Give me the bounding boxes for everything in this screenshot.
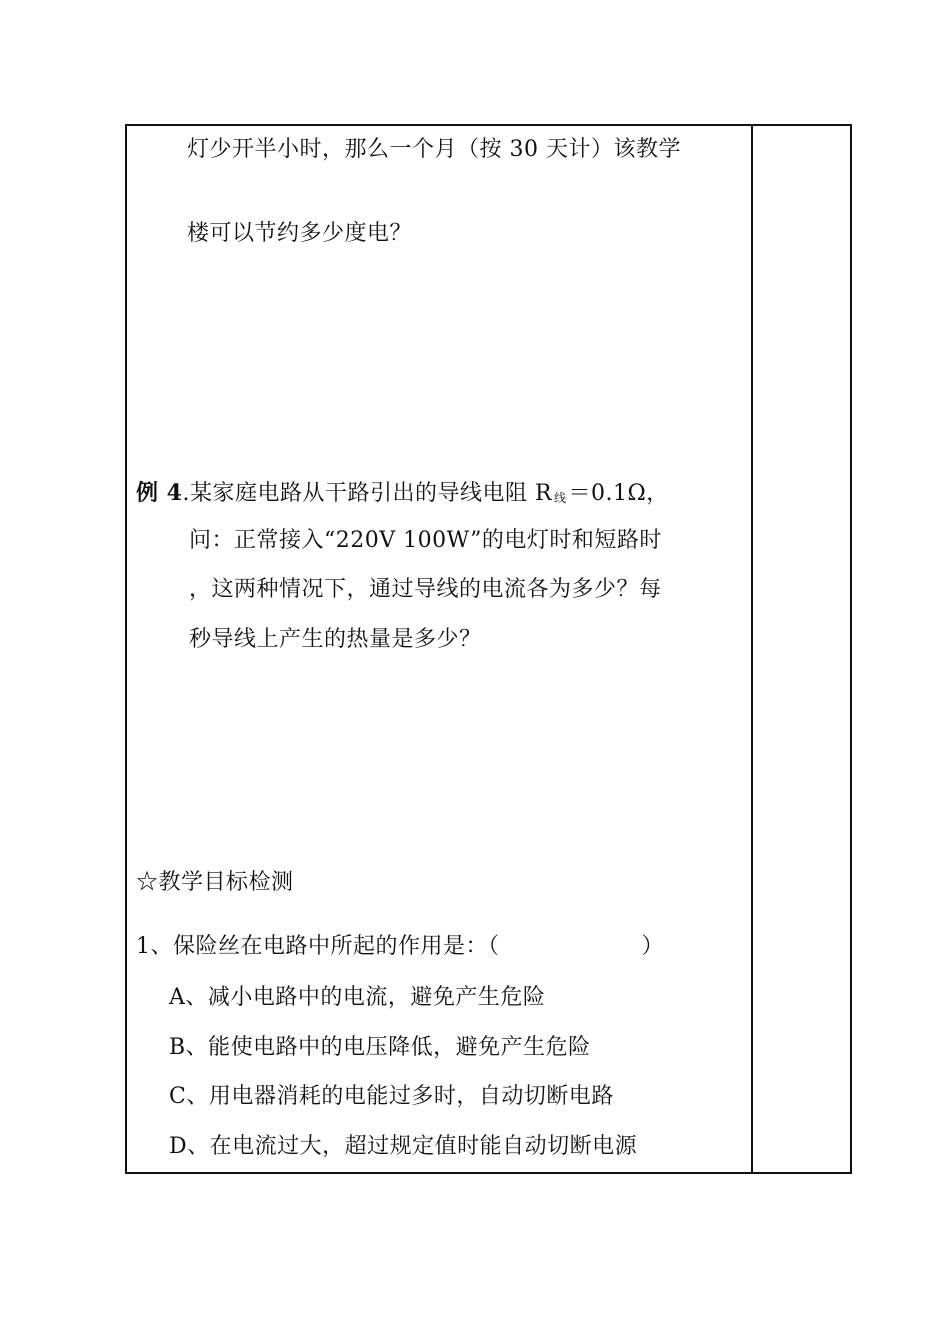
example4-line1 [136, 478, 669, 513]
option-b: B、能使电路中的电压降低，避免产生危险 [169, 1035, 591, 1060]
example4-text-a: .某家庭电路从干路引出的导线电阻 R [182, 481, 553, 506]
example4-label: 例 4 [136, 480, 183, 506]
example4-text-b: ＝0.1Ω， [568, 481, 669, 506]
question1-stem-text: 1、保险丝在电路中所起的作用是：（ [136, 934, 500, 959]
problem3-line1: 灯少开半小时，那么一个月（按 30 天计）该教学 [187, 137, 681, 162]
example4-line4: 秒导线上产生的热量是多少？ [189, 627, 482, 652]
option-d: D、在电流过大，超过规定值时能自动切断电源 [169, 1134, 638, 1159]
example4-line3: ，这两种情况下，通过导线的电流各为多少？每 [189, 577, 662, 602]
question1-stem [136, 932, 664, 962]
example4-subscript: 线 [554, 491, 567, 505]
problem3-line2: 楼可以节约多少度电？ [187, 221, 413, 246]
section-title: ☆教学目标检测 [136, 870, 294, 895]
example4-line2: 问：正常接入“220V 100W”的电灯时和短路时 [189, 528, 662, 553]
option-c: C、用电器消耗的电能过多时，自动切断电路 [169, 1084, 614, 1109]
column-divider [751, 124, 753, 1174]
question1-close-paren: ） [641, 934, 665, 959]
option-a: A、减小电路中的电流，避免产生危险 [169, 985, 546, 1010]
